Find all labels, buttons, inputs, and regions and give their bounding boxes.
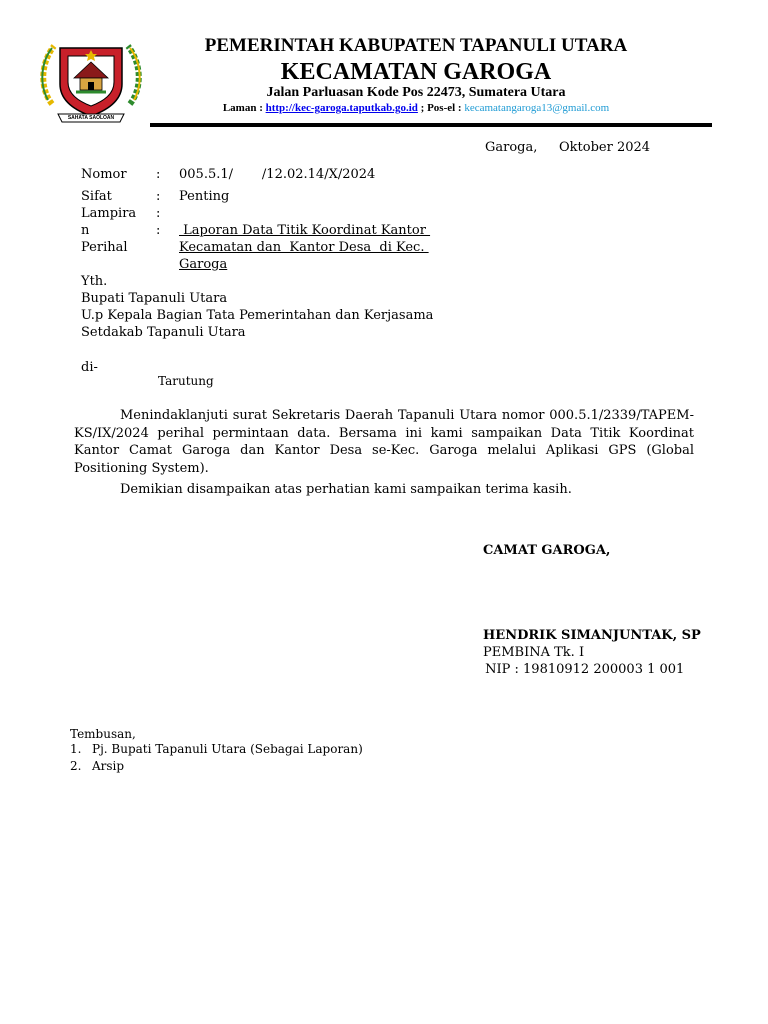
website-label: Laman : xyxy=(222,102,263,114)
tembusan-num-2: 2. xyxy=(70,759,82,773)
recipient-city: Tarutung xyxy=(158,374,214,388)
regency-emblem-icon xyxy=(38,34,144,126)
recipient-line-2: U.p Kepala Bagian Tata Pemerintahan dan Kerjasama xyxy=(81,308,434,323)
perihal-line-3: Garoga xyxy=(179,257,228,272)
perihal-label: Perihal xyxy=(81,240,128,255)
email-link[interactable]: kecamatangaroga13@gmail.com xyxy=(464,102,610,114)
header-government: PEMERINTAH KABUPATEN TAPANULI UTARA xyxy=(204,35,628,56)
perihal-line-1: Laporan Data Titik Koordinat Kantor xyxy=(179,223,431,238)
signature-name: HENDRIK SIMANJUNTAK, SP xyxy=(483,628,701,643)
email-label: ; Pos-el : xyxy=(420,102,462,114)
letter-body xyxy=(74,407,694,499)
signature-rank: PEMBINA Tk. I xyxy=(483,645,585,660)
regency-logo xyxy=(38,34,144,126)
signature-nip: NIP : 19810912 200003 1 001 xyxy=(481,662,685,677)
nomor-colon: : xyxy=(156,167,161,182)
recipient-line-1: Bupati Tapanuli Utara xyxy=(81,291,228,306)
body-paragraph-1: Menindaklanjuti surat Sekretaris Daerah Tapanuli Utara nomor 000.5.1/2339/TAPEM-KS/IX/2024 perihal permintaan data. Bersama ini kami sampaikan Data Titik Koordinat Kantor Camat Garoga dan Kantor Desa se-Kec. Garoga melalui Aplikasi GPS (Global Positioning System). xyxy=(74,408,694,476)
lampiran-colon: : xyxy=(156,206,161,221)
header-divider xyxy=(150,123,712,127)
sifat-colon: : xyxy=(156,189,161,204)
lampiran-label: Lampira xyxy=(81,206,137,221)
header-address: Jalan Parluasan Kode Pos 22473, Sumatera Utara xyxy=(266,85,566,100)
recipient-di: di- xyxy=(81,360,98,375)
logo-banner-text: SAHATA SAOLOAN xyxy=(67,115,115,121)
lampiran-label-wrap: n xyxy=(81,223,90,238)
website-link[interactable]: http://kec-garoga.taputkab.go.id xyxy=(265,102,418,114)
letter-place: Garoga, xyxy=(485,140,538,155)
signature-title: CAMAT GAROGA, xyxy=(483,543,611,558)
header-contact xyxy=(150,101,682,115)
nomor-value: 005.5.1/ /12.02.14/X/2024 xyxy=(179,167,376,182)
body-paragraph-2: Demikian disampaikan atas perhatian kami sampaikan terima kasih. xyxy=(120,482,572,497)
header-district: KECAMATAN GAROGA xyxy=(280,59,552,85)
perihal-colon: : xyxy=(156,223,161,238)
letter-date: Oktober 2024 xyxy=(559,140,651,155)
tembusan-title: Tembusan, xyxy=(70,727,136,741)
sifat-label: Sifat xyxy=(81,189,112,204)
perihal-line-2: Kecamatan dan Kantor Desa di Kec. xyxy=(179,240,429,255)
tembusan-item-2: Arsip xyxy=(92,759,125,773)
sifat-value: Penting xyxy=(179,189,230,204)
tembusan-num-1: 1. xyxy=(70,742,82,756)
nomor-label: Nomor xyxy=(81,167,127,182)
tembusan-item-1: Pj. Bupati Tapanuli Utara (Sebagai Laporan) xyxy=(92,742,363,756)
recipient-line-3: Setdakab Tapanuli Utara xyxy=(81,325,246,340)
recipient-yth: Yth. xyxy=(81,274,108,289)
